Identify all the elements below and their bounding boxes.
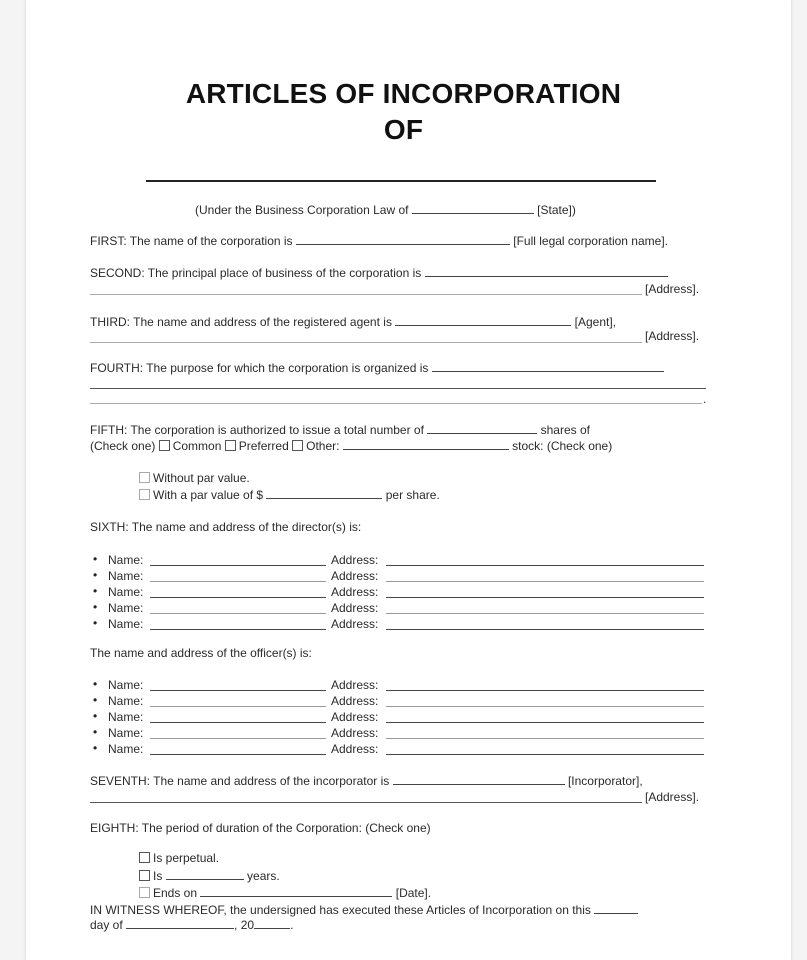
director-address-label: Address: (331, 617, 379, 631)
director-address-label: Address: (331, 601, 379, 615)
state-line[interactable] (412, 203, 534, 214)
director-name-label: Name: (108, 569, 144, 583)
corp-name-field[interactable] (296, 234, 510, 245)
agent-address-line[interactable] (90, 342, 642, 343)
other-checkbox[interactable] (292, 440, 303, 451)
principal-address-line[interactable] (90, 294, 642, 295)
sixth-article: SIXTH: The name and address of the director(s) is: (90, 520, 362, 534)
third-address-label: [Address]. (645, 329, 700, 343)
perpetual-option: Is perpetual. (139, 851, 219, 865)
witness-year-field[interactable] (254, 918, 290, 929)
bullet-icon: • (93, 677, 98, 691)
officer-address-label: Address: (331, 726, 379, 740)
director-address-field[interactable] (386, 581, 704, 582)
preferred-checkbox[interactable] (225, 440, 236, 451)
ends-on-option: Ends on [Date]. (139, 886, 431, 900)
with-par-checkbox[interactable] (139, 489, 150, 500)
fifth-stock-options: (Check one) Common Preferred Other: stock: (Check one) (90, 439, 613, 453)
document-title: ARTICLES OF INCORPORATION (185, 78, 622, 109)
seventh-address-label: [Address]. (645, 790, 700, 804)
witness-month-field[interactable] (126, 918, 234, 929)
officer-address-field[interactable] (386, 690, 704, 691)
perpetual-checkbox[interactable] (139, 852, 150, 863)
director-name-label: Name: (108, 585, 144, 599)
director-address-field[interactable] (386, 565, 704, 566)
officer-address-field[interactable] (386, 722, 704, 723)
officer-name-label: Name: (108, 678, 144, 692)
principal-place-field[interactable] (425, 266, 668, 277)
eighth-article: EIGHTH: The period of duration of the Corporation: (Check one) (90, 821, 431, 835)
purpose-line-2[interactable] (90, 388, 706, 389)
bullet-icon: • (93, 568, 98, 582)
end-date-field[interactable] (200, 886, 392, 897)
fifth-article: FIFTH: The corporation is authorized to issue a total number of shares of (90, 423, 590, 437)
incorporator-field[interactable] (393, 774, 565, 785)
director-address-field[interactable] (386, 613, 704, 614)
officer-address-field[interactable] (386, 754, 704, 755)
purpose-line-3[interactable] (90, 403, 702, 404)
purpose-period: . (703, 392, 707, 406)
ends-on-checkbox[interactable] (139, 887, 150, 898)
other-stock-field[interactable] (343, 439, 509, 450)
director-name-label: Name: (108, 617, 144, 631)
fourth-article: FOURTH: The purpose for which the corporation is organized is (90, 361, 664, 375)
corporation-name-line[interactable] (146, 180, 656, 182)
witness-clause: IN WITNESS WHEREOF, the undersigned has executed these Articles of Incorporation on this (90, 903, 638, 917)
director-name-label: Name: (108, 553, 144, 567)
second-address-label: [Address]. (645, 282, 700, 296)
document-title-of: OF (383, 114, 424, 145)
purpose-field[interactable] (432, 361, 664, 372)
officer-address-label: Address: (331, 678, 379, 692)
officer-name-field[interactable] (150, 754, 326, 755)
director-name-field[interactable] (150, 581, 326, 582)
total-shares-field[interactable] (427, 423, 537, 434)
officer-address-label: Address: (331, 694, 379, 708)
bullet-icon: • (93, 552, 98, 566)
officer-name-field[interactable] (150, 722, 326, 723)
bullet-icon: • (93, 600, 98, 614)
first-article: FIRST: The name of the corporation is [Full legal corporation name]. (90, 234, 668, 248)
officer-address-label: Address: (331, 742, 379, 756)
bullet-icon: • (93, 725, 98, 739)
without-par-option: Without par value. (139, 471, 250, 485)
officer-name-field[interactable] (150, 738, 326, 739)
director-address-label: Address: (331, 569, 379, 583)
with-par-option: With a par value of $ per share. (139, 488, 440, 502)
bullet-icon: • (93, 616, 98, 630)
bullet-icon: • (93, 693, 98, 707)
officer-name-label: Name: (108, 742, 144, 756)
years-field[interactable] (166, 869, 244, 880)
witness-date: day of , 20 . (90, 918, 294, 932)
director-name-label: Name: (108, 601, 144, 615)
agent-field[interactable] (395, 315, 571, 326)
officer-name-label: Name: (108, 694, 144, 708)
officer-name-label: Name: (108, 710, 144, 724)
seventh-article: SEVENTH: The name and address of the incorporator is [Incorporator], (90, 774, 643, 788)
officer-name-field[interactable] (150, 690, 326, 691)
director-name-field[interactable] (150, 565, 326, 566)
witness-day-field[interactable] (594, 903, 638, 914)
officer-name-label: Name: (108, 726, 144, 740)
years-checkbox[interactable] (139, 870, 150, 881)
under-law-text: (Under the Business Corporation Law of [State]) (195, 203, 576, 217)
director-address-label: Address: (331, 553, 379, 567)
incorporator-address-line[interactable] (90, 802, 642, 803)
common-checkbox[interactable] (159, 440, 170, 451)
par-value-field[interactable] (266, 488, 382, 499)
third-article: THIRD: The name and address of the registered agent is [Agent], (90, 315, 617, 329)
officer-address-label: Address: (331, 710, 379, 724)
officers-heading: The name and address of the officer(s) is: (90, 646, 312, 660)
director-name-field[interactable] (150, 629, 326, 630)
officer-address-field[interactable] (386, 738, 704, 739)
without-par-checkbox[interactable] (139, 472, 150, 483)
bullet-icon: • (93, 584, 98, 598)
years-option: Is years. (139, 869, 280, 883)
director-address-label: Address: (331, 585, 379, 599)
officer-address-field[interactable] (386, 706, 704, 707)
bullet-icon: • (93, 741, 98, 755)
director-address-field[interactable] (386, 629, 704, 630)
director-name-field[interactable] (150, 613, 326, 614)
officer-name-field[interactable] (150, 706, 326, 707)
bullet-icon: • (93, 709, 98, 723)
director-name-field[interactable] (150, 597, 326, 598)
director-address-field[interactable] (386, 597, 704, 598)
second-article: SECOND: The principal place of business of the corporation is (90, 266, 668, 280)
